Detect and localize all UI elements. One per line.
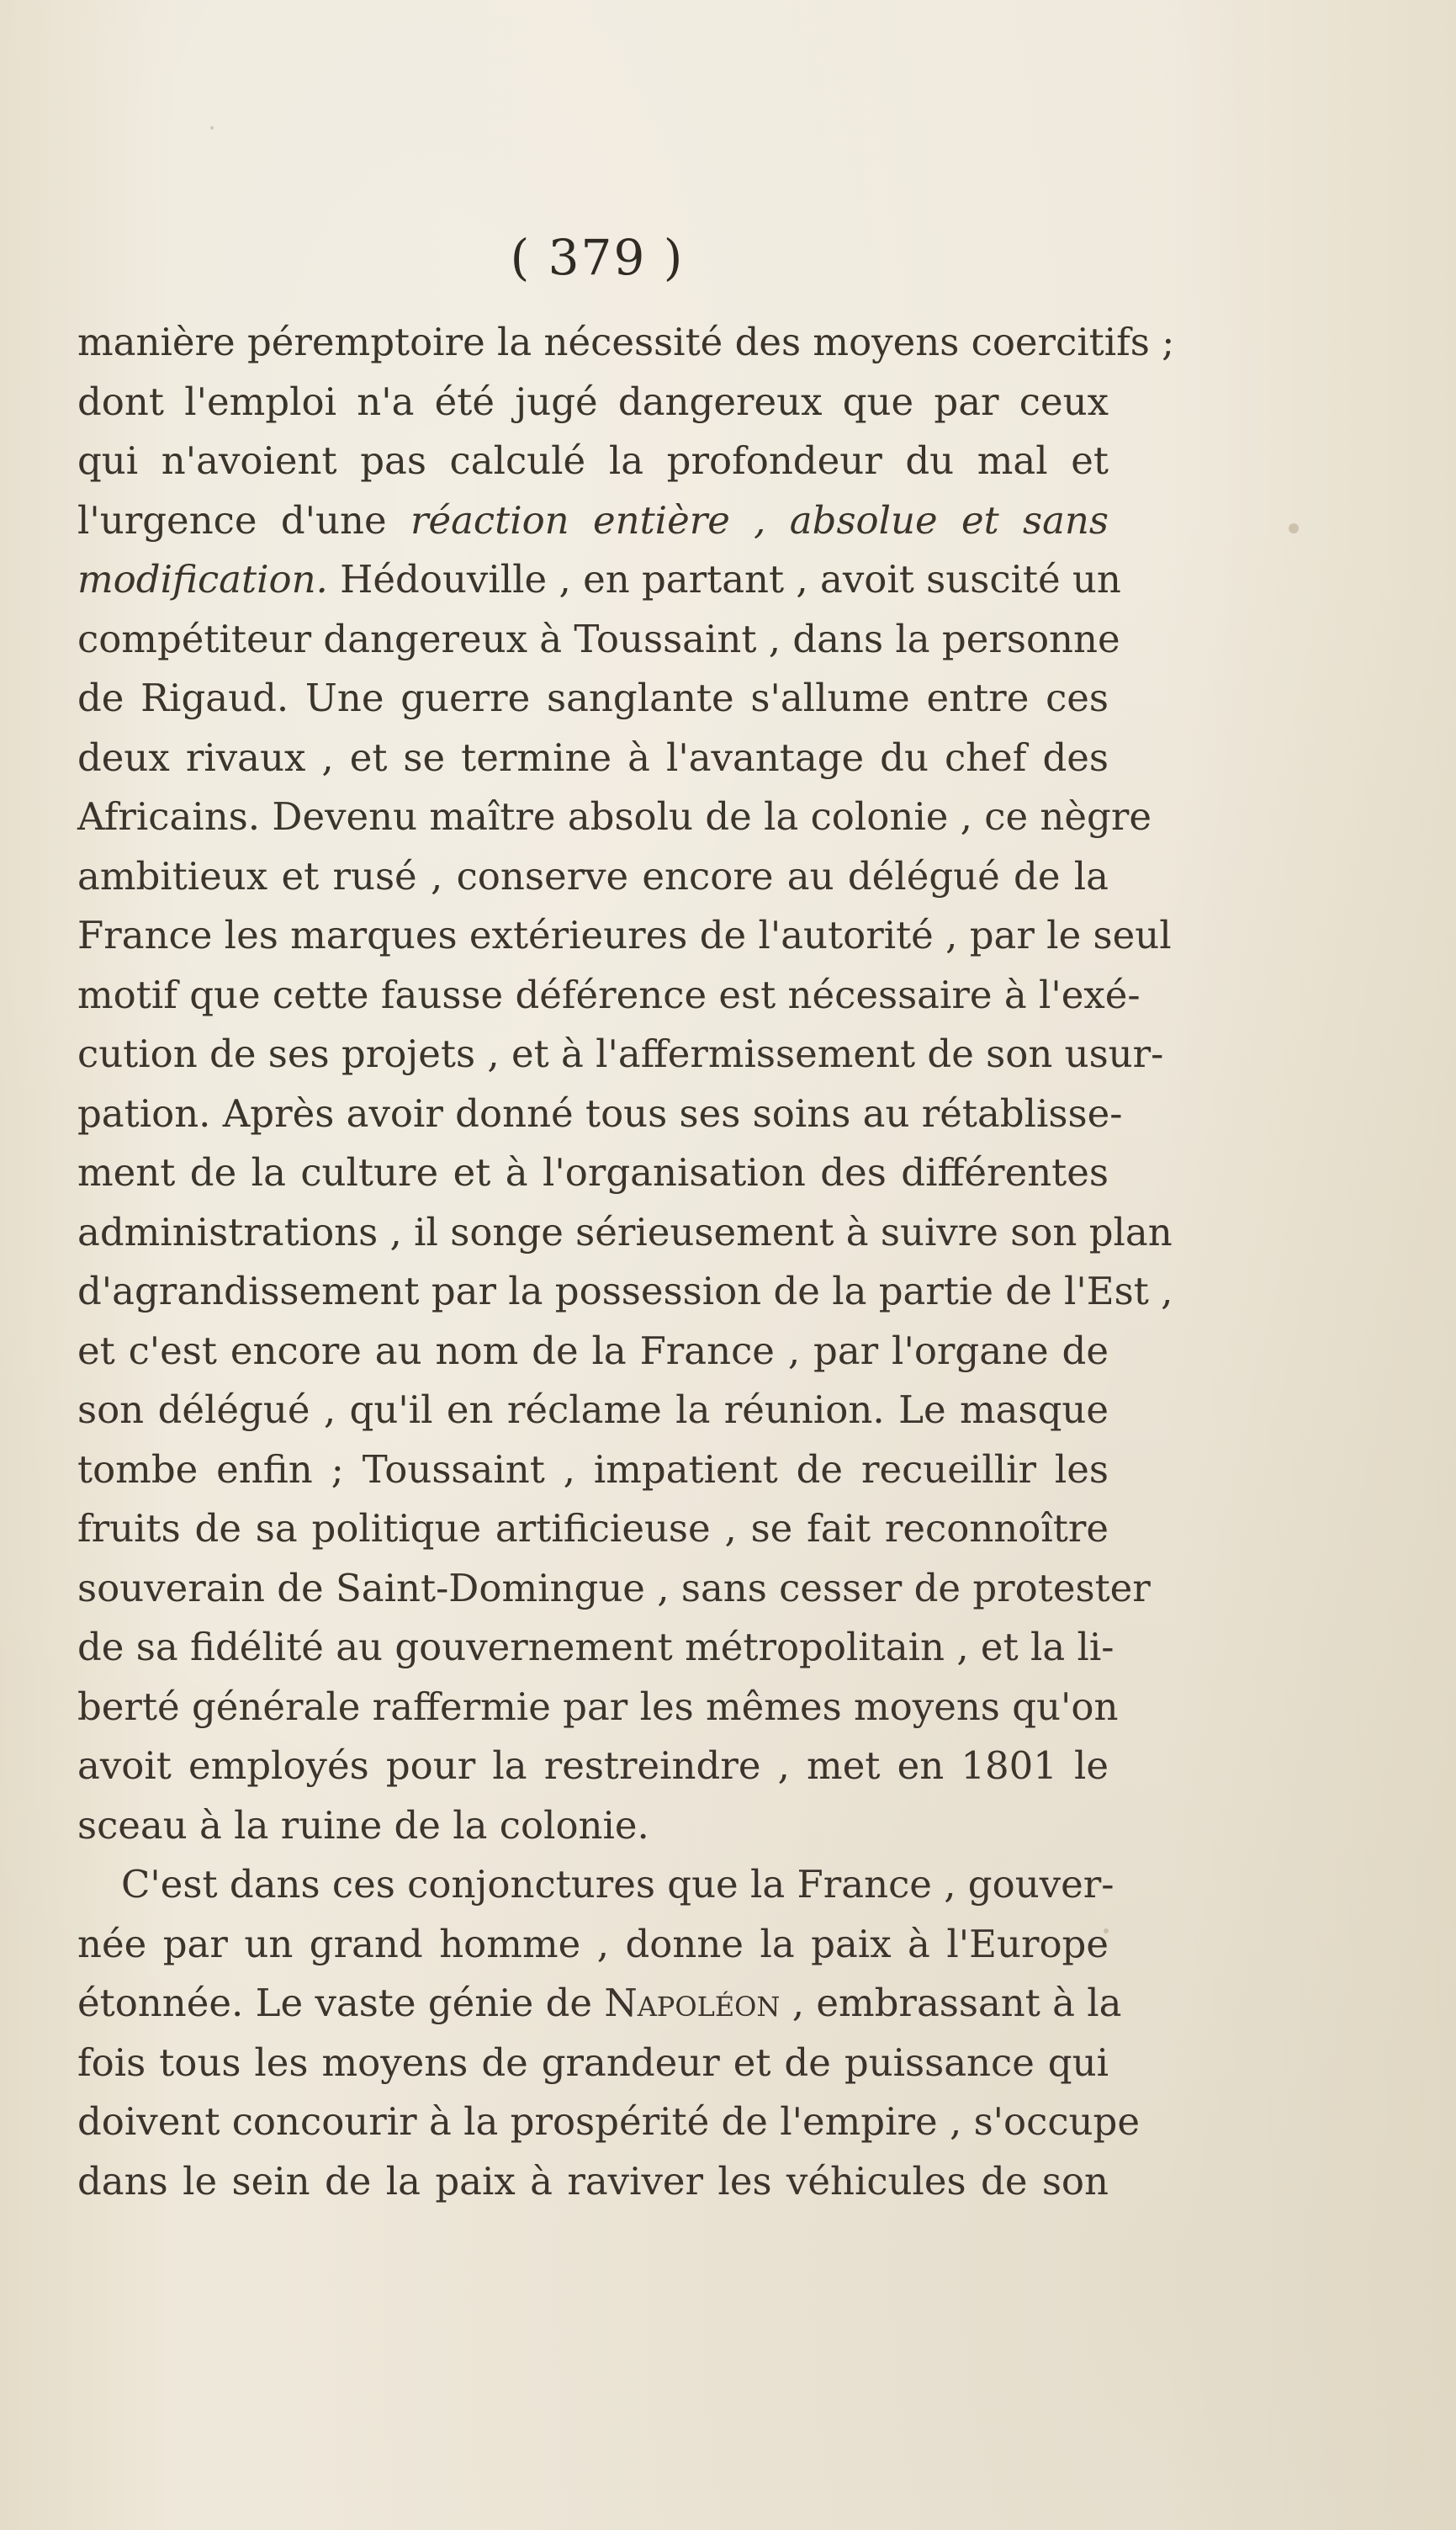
text-line: fois tous les moyens de grandeur et de puissance qui [77, 2039, 1109, 2085]
text-line: et c'est encore au nom de la France , par l'organe de [77, 1328, 1109, 1373]
text-line: compétiteur dangereux à Toussaint , dans la personne [77, 616, 1120, 661]
text-line: de Rigaud. Une guerre sanglante s'allume entre ces [77, 676, 1109, 720]
paper-speck [210, 126, 214, 130]
text-line: qui n'avoient pas calculé la profondeur du mal et [77, 438, 1109, 483]
italic-phrase: réaction entière , absolue et sans [410, 497, 1109, 543]
text-line [77, 550, 1121, 610]
text-line: administrations , il songe sérieusement à suivre son plan [77, 1209, 1173, 1254]
text-line: son délégué , qu'il en réclame la réunion. Le masque [77, 1387, 1109, 1432]
text-run: étonnée. Le vaste génie de [77, 1981, 605, 2025]
text-line: de sa fidélité au gouvernement métropolitain , et la li- [77, 1625, 1115, 1669]
text-line: manière péremptoire la nécessité des moyens coercitifs ; [77, 320, 1175, 364]
text-line-paragraph-start: C'est dans ces conjonctures que la France , gouver- [121, 1862, 1115, 1907]
text-line: dans le sein de la paix à raviver les véhicules de son [77, 2158, 1109, 2204]
text-line: tombe enfin ; Toussaint , impatient de recueillir les [77, 1446, 1109, 1492]
text-line: berté générale raffermie par les mêmes moyens qu'on [77, 1684, 1119, 1729]
text-line-paragraph-end: sceau à la ruine de la colonie. [77, 1802, 649, 1848]
small-caps-name: Napoléon [604, 1981, 781, 2025]
text-line: Africains. Devenu maître absolu de la colonie , ce nègre [77, 794, 1152, 839]
text-line: ment de la culture et à l'organisation des différentes [77, 1150, 1109, 1195]
text-run: l'urgence d'une [77, 497, 410, 543]
body-text [77, 313, 1175, 2211]
text-line: avoit employés pour la restreindre , met en 1801 le [77, 1743, 1109, 1788]
italic-phrase: modification. [77, 557, 328, 602]
text-line [77, 491, 1109, 551]
text-line: ambitieux et rusé , conserve encore au délégué de la [77, 853, 1109, 899]
text-run: Hédouville , en partant , avoit suscité un [327, 557, 1121, 602]
text-line: souverain de Saint-Domingue , sans cesser de protester [77, 1565, 1151, 1610]
text-line: deux rivaux , et se termine à l'avantage du chef des [77, 735, 1109, 780]
text-line: dont l'emploi n'a été jugé dangereux que par ceux [77, 379, 1109, 424]
text-line: motif que cette fausse déférence est nécessaire à l'exé- [77, 972, 1141, 1017]
text-line: pation. Après avoir donné tous ses soins au rétablisse- [77, 1090, 1123, 1136]
text-line: cution de ses projets , et à l'affermissement de son usur- [77, 1032, 1164, 1076]
text-run: , embrassant à la [780, 1981, 1122, 2025]
page-number: ( 379 ) [510, 229, 685, 286]
text-line: France les marques extérieures de l'autorité , par le seul [77, 913, 1172, 957]
text-line: d'agrandissement par la possession de la partie de l'Est , [77, 1269, 1173, 1313]
text-line: doivent concourir à la prospérité de l'empire , s'occupe [77, 2099, 1140, 2144]
paper-speck [1289, 523, 1299, 533]
text-line: née par un grand homme , donne la paix à l'Europe [77, 1921, 1109, 1966]
text-line [77, 1974, 1122, 2034]
text-line: fruits de sa politique artificieuse , se fait reconnoître [77, 1506, 1109, 1551]
